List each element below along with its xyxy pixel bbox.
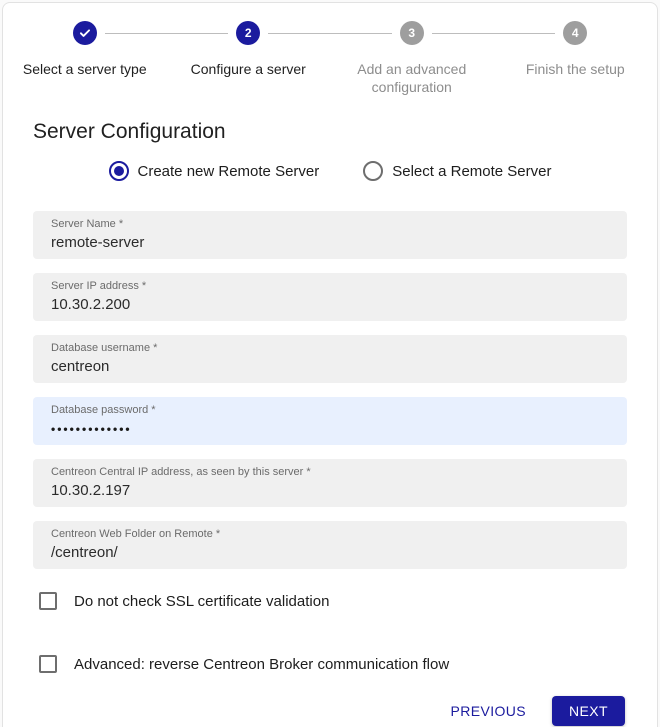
field-label: Centreon Web Folder on Remote *	[51, 528, 221, 540]
checkbox-reverse-broker-flow[interactable]	[39, 655, 657, 673]
check-icon	[78, 26, 92, 40]
checkbox-unchecked-icon	[39, 592, 57, 610]
field-central-ip	[33, 459, 627, 507]
wizard-actions	[3, 696, 625, 726]
field-database-password	[33, 397, 627, 445]
radio-selected-icon	[109, 161, 129, 181]
radio-create-new-remote-server[interactable]	[109, 161, 320, 181]
field-label: Server IP address *	[51, 280, 147, 292]
field-database-username	[33, 335, 627, 383]
database-username-input[interactable]	[51, 358, 617, 375]
web-folder-input[interactable]	[51, 544, 617, 561]
step-label: Add an advanced configuration	[357, 61, 467, 95]
step-completed-circle	[73, 21, 97, 45]
radio-unselected-icon	[363, 161, 383, 181]
step-finish-setup	[494, 21, 658, 96]
radio-label: Create new Remote Server	[137, 162, 320, 180]
step-number-circle: 4	[563, 21, 587, 45]
server-name-input[interactable]	[51, 234, 617, 251]
page-title: Server Configuration	[33, 120, 226, 143]
field-label: Database username *	[51, 342, 158, 354]
step-label: Select a server type	[22, 61, 147, 77]
radio-select-remote-server[interactable]	[363, 161, 551, 181]
wizard-stepper	[3, 3, 657, 96]
checkbox-ssl-validation[interactable]	[39, 592, 657, 610]
database-password-input[interactable]	[51, 422, 617, 436]
field-label: Server Name *	[51, 218, 124, 230]
field-server-ip	[33, 273, 627, 321]
field-label: Centreon Central IP address, as seen by this server *	[51, 466, 311, 478]
previous-button[interactable]: PREVIOUS	[450, 703, 527, 719]
central-ip-input[interactable]	[51, 482, 617, 499]
next-button[interactable]: NEXT	[552, 696, 625, 726]
checkbox-label: Do not check SSL certificate validation	[74, 592, 330, 610]
field-server-name	[33, 211, 627, 259]
step-label: Finish the setup	[525, 61, 625, 77]
field-web-folder	[33, 521, 627, 569]
server-ip-input[interactable]	[51, 296, 617, 313]
step-label: Configure a server	[190, 61, 306, 77]
radio-label: Select a Remote Server	[392, 162, 552, 180]
field-label: Database password *	[51, 404, 156, 416]
server-mode-radio-group	[3, 161, 657, 181]
checkbox-label: Advanced: reverse Centreon Broker communication flow	[74, 655, 450, 673]
step-number-circle: 3	[400, 21, 424, 45]
checkbox-unchecked-icon	[39, 655, 57, 673]
step-number-circle: 2	[236, 21, 260, 45]
wizard-card	[2, 2, 658, 727]
form-fields	[33, 211, 627, 569]
